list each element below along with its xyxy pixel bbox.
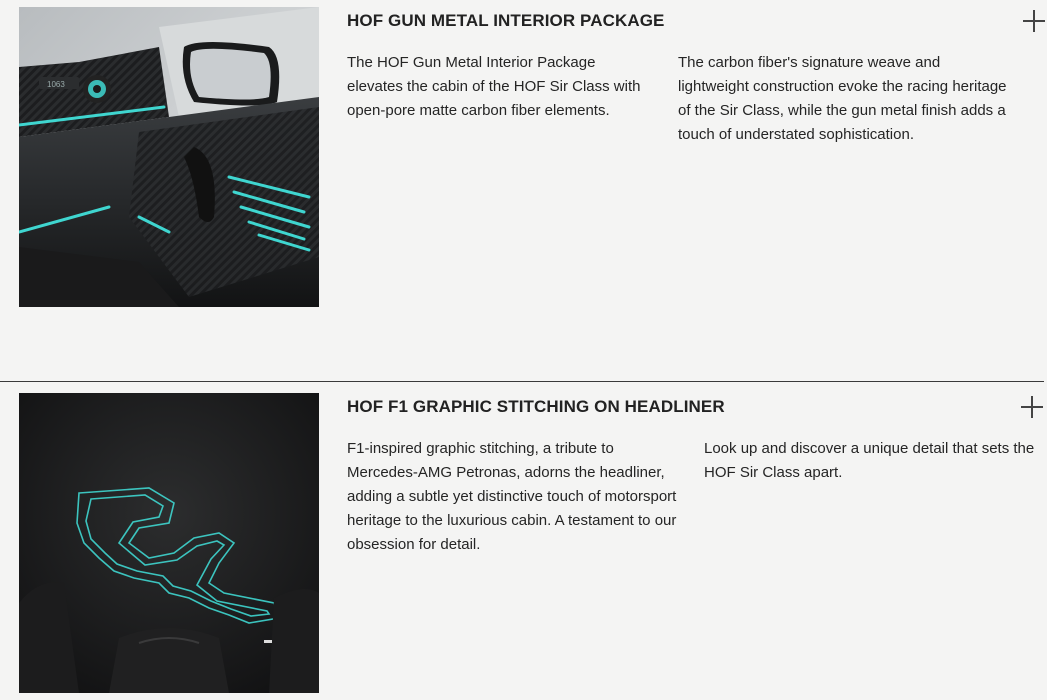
accordion-section-f1-stitching: [0, 381, 1047, 700]
section-description-right: Look up and discover a unique detail that sets the HOF Sir Class apart.: [704, 440, 1035, 481]
car-interior-door-photo: [19, 7, 319, 307]
section-title: HOF F1 GRAPHIC STITCHING ON HEADLINER: [347, 397, 725, 416]
expand-plus-icon[interactable]: [1021, 396, 1043, 418]
expand-plus-icon[interactable]: [1023, 10, 1045, 32]
section-description-left: The HOF Gun Metal Interior Package elevates the cabin of the HOF Sir Class with open-pore matte carbon fiber elements.: [347, 54, 641, 119]
dial-label: 1063: [47, 80, 65, 89]
headliner-stitching-photo: [19, 393, 319, 693]
section-description-left: F1-inspired graphic stitching, a tribute to Mercedes-AMG Petronas, adorns the headliner, adding a subtle yet distinctive touch of motorsport heritage to the luxurious cabin. A testament to our obsession for detail.: [347, 440, 677, 553]
section-description-right: The carbon fiber's signature weave and lightweight construction evoke the racing heritage of the Sir Class, while the gun metal finish adds a touch of understated sophistication.: [678, 54, 1007, 143]
section-title: HOF GUN METAL INTERIOR PACKAGE: [347, 11, 665, 30]
